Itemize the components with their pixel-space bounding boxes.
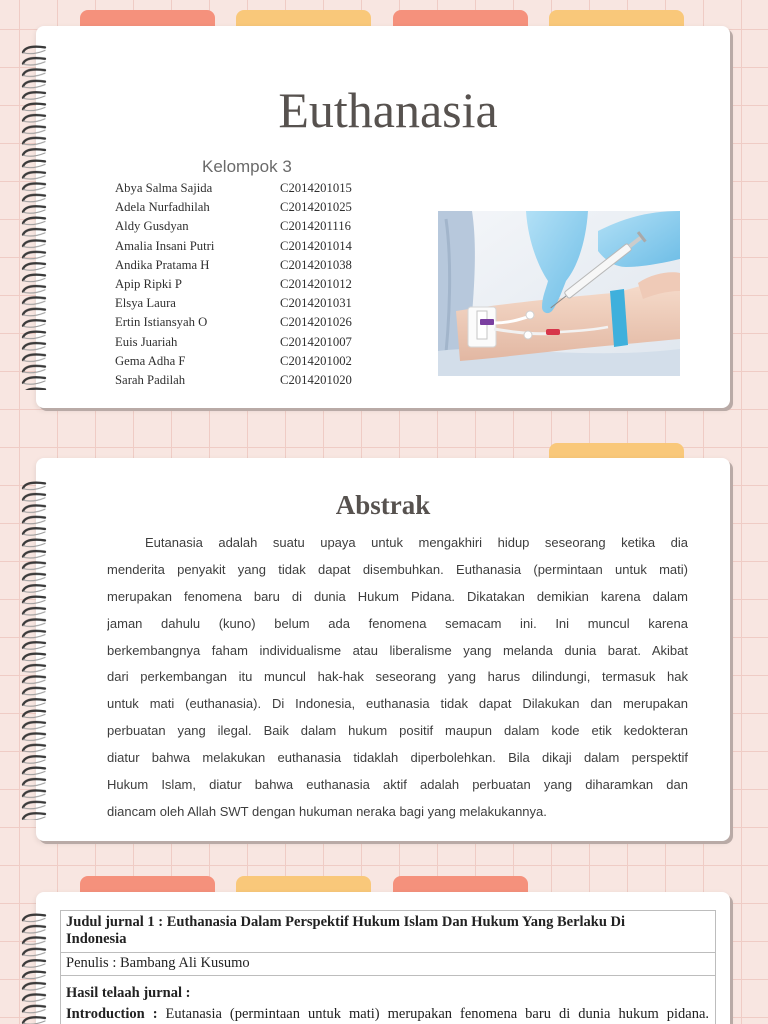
slide-title (36, 26, 730, 408)
member-name: Gema Adha F (115, 353, 186, 368)
member-id: C2014201020 (280, 372, 352, 387)
introduction-label: Introduction : (66, 1005, 158, 1022)
spiral-binding (20, 912, 48, 1024)
member-id: C2014201014 (280, 238, 352, 253)
spiral-binding (20, 480, 48, 820)
member-id: C2014201116 (280, 219, 351, 234)
member-row (115, 371, 415, 390)
author-label: Penulis : (66, 955, 117, 971)
journal-title: Euthanasia Dalam Perspektif Hukum Islam Dan Hukum Yang Berlaku Di Indonesia (66, 913, 626, 947)
member-id: C2014201025 (280, 200, 352, 215)
abstract-line: berkembangnya faham individualisme atau liberalisme yang melanda dunia barat. Akibat (107, 642, 688, 658)
abstract-paragraph (107, 530, 688, 826)
slide-abstract (36, 458, 730, 841)
member-row (115, 313, 415, 332)
abstract-line: diatur bahwa melakukan euthanasia tidaklah diperbolehkan. Bila dikaji dalam perspektif (107, 750, 688, 766)
journal-title-label: Judul jurnal 1 : (66, 913, 164, 930)
abstract-line: jaman dahulu (kuno) belum ada fenomena semacam ini. Ini muncul karena (107, 615, 688, 631)
member-name: Ertin Istiansyah O (115, 315, 208, 330)
member-id: C2014201026 (280, 315, 352, 330)
member-id: C2014201002 (280, 353, 352, 368)
abstract-line: Hukum Islam, diatur bahwa euthanasia aktif adalah perbuatan yang diharamkan dan (107, 777, 688, 793)
member-row (115, 237, 415, 256)
slide-journal-review (36, 892, 730, 1024)
abstract-line: untuk mati (euthanasia). Di Indonesia, euthanasia tidak dapat Dilakukan dan merupakan (107, 696, 688, 712)
introduction-text: Eutanasia (permintaan untuk mati) merupakan fenomena baru di dunia hukum pidana. (165, 1005, 710, 1022)
member-name: Aldy Gusdyan (115, 219, 189, 234)
abstract-heading: Abstrak (335, 490, 431, 520)
member-list (115, 179, 415, 390)
member-id: C2014201012 (280, 276, 352, 291)
iv-injection-photo (438, 211, 680, 376)
member-name: Adela Nurfadhilah (115, 200, 210, 215)
presentation-title: Euthanasia (278, 82, 498, 138)
journal-review-table (60, 910, 716, 1024)
member-name: Amalia Insani Putri (115, 238, 215, 253)
introduction-paragraph (66, 1004, 709, 1024)
member-row (115, 333, 415, 352)
group-label: Kelompok 3 (202, 157, 292, 176)
member-name: Andika Pratama H (115, 257, 210, 272)
member-row (115, 256, 415, 275)
member-row (115, 198, 415, 217)
spiral-binding (20, 44, 48, 390)
member-id: C2014201031 (280, 296, 352, 311)
abstract-line: diancam oleh Allah SWT dengan hukuman neraka bagi yang melakukannya. (107, 803, 547, 819)
member-row (115, 275, 415, 294)
review-heading: Hasil telaah jurnal : (66, 984, 191, 1001)
member-row (115, 352, 415, 371)
member-name: Abya Salma Sajida (115, 181, 213, 195)
abstract-line: Eutanasia adalah suatu upaya untuk mengakhiri hidup seseorang ketika dia (145, 535, 688, 550)
member-name: Elsya Laura (115, 296, 176, 311)
member-row (115, 217, 415, 236)
member-row (115, 179, 415, 198)
journal-review-row (61, 976, 715, 1024)
journal-author-row (61, 953, 715, 976)
member-name: Sarah Padilah (115, 372, 186, 387)
abstract-line: merupakan fenomena baru di dunia Hukum Pidana. Dikatakan demikian karena dalam (107, 588, 688, 604)
member-row (115, 294, 415, 313)
member-id: C2014201015 (280, 181, 352, 195)
author-name: Bambang Ali Kusumo (119, 955, 250, 971)
abstract-line: dari perkembangan itu muncul hak-hak seseorang yang harus dilindungi, termasuk hak (107, 669, 688, 685)
member-name: Euis Juariah (115, 334, 178, 349)
member-id: C2014201038 (280, 257, 352, 272)
journal-title-row (61, 911, 715, 953)
member-name: Apip Ripki P (115, 276, 182, 291)
abstract-line: perbuatan yang ilegal. Baik dalam hukum positif maupun dalam kode etik kedokteran (107, 723, 688, 739)
member-id: C2014201007 (280, 334, 352, 349)
abstract-line: menderita penyakit yang tidak dapat disembuhkan. Euthanasia (permintaan untuk mati) (107, 561, 688, 577)
